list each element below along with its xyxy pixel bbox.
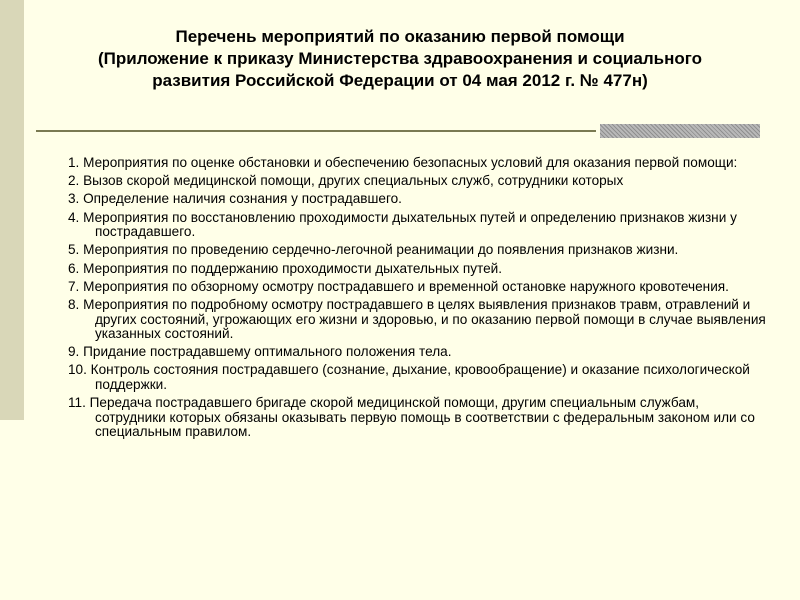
- list-item: 5. Мероприятия по проведению сердечно-легочной реанимации до появления признаков жизни.: [68, 242, 679, 258]
- page-title: [40, 26, 760, 92]
- title-divider-line: [36, 130, 596, 132]
- list-item: 7. Мероприятия по обзорному осмотру пострадавшего и временной остановке наружного кровотечения.: [68, 278, 729, 294]
- list-item: 6. Мероприятия по поддержанию проходимости дыхательных путей.: [68, 260, 503, 276]
- left-decorative-bar: [0, 0, 24, 420]
- list-item: 9. Придание пострадавшему оптимального положения тела.: [68, 344, 452, 360]
- first-aid-measures-list: [68, 156, 772, 444]
- list-item: 10. Контроль состояния пострадавшего (сознание, дыхание, кровообращение) и оказание психологической поддержки.: [68, 362, 750, 393]
- list-item: 3. Определение наличия сознания у пострадавшего.: [68, 191, 402, 207]
- title-line-1: Перечень мероприятий по оказанию первой помощи: [175, 27, 625, 46]
- list-item: 11. Передача пострадавшего бригаде скорой медицинской помощи, другим специальным службам, сотрудники которых обязаны оказывать первую помощь в соответствии с федеральным законом или со специальным правилом.: [68, 395, 755, 440]
- title-line-2: (Приложение к приказу Министерства здравоохранения и социального: [97, 49, 702, 68]
- title-line-3: развития Российской Федерации от 04 мая 2012 г. № 477н): [152, 71, 648, 90]
- list-item: 8. Мероприятия по подробному осмотру пострадавшего в целях выявления признаков травм, отравлений и других состояний, угрожающих его жизни и здоровью, и по оказанию первой помощи в случае выявления указанных состояний.: [68, 296, 766, 342]
- title-divider-hatched-box: [600, 124, 760, 138]
- list-item: 1. Мероприятия по оценке обстановки и обеспечению безопасных условий для оказания первой помощи:: [68, 155, 738, 170]
- list-item: 2. Вызов скорой медицинской помощи, других специальных служб, сотрудники которых: [68, 173, 624, 189]
- list-item: 4. Мероприятия по восстановлению проходимости дыхательных путей и определению признаков жизни у пострадавшего.: [68, 209, 737, 240]
